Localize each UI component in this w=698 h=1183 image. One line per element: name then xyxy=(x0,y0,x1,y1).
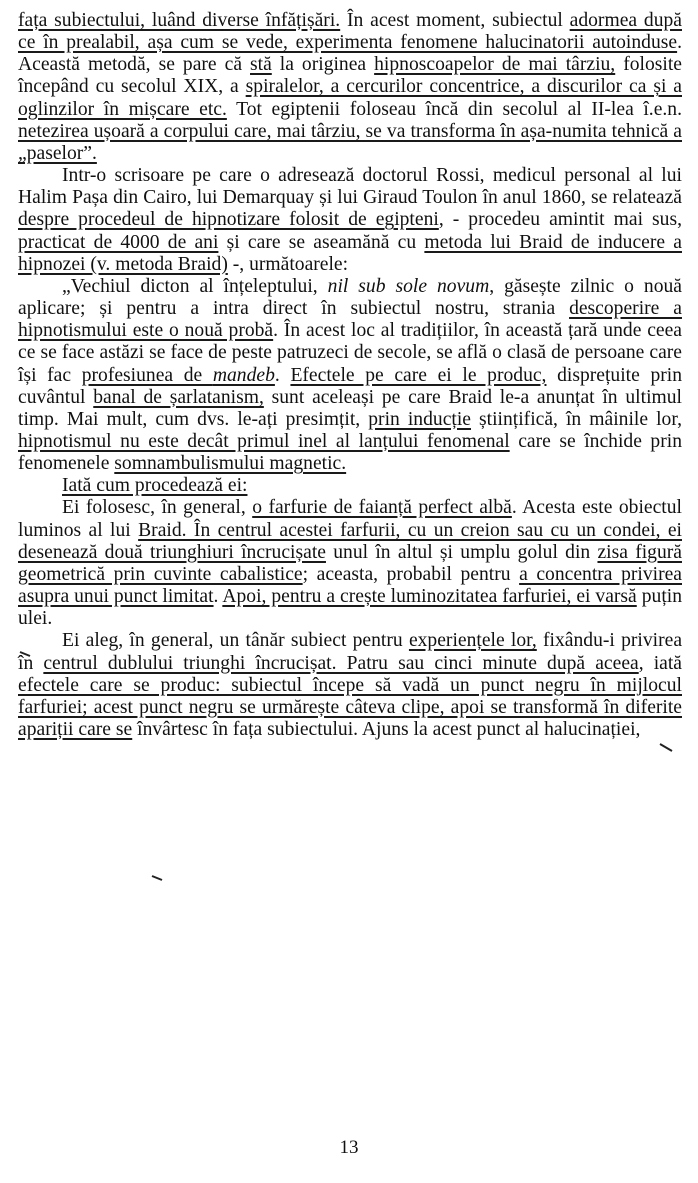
underlined-phrase: descoperire a hipnotismului este o nouă probă xyxy=(18,298,682,342)
underlined-phrase: Iată cum procedează ei: xyxy=(62,475,248,497)
paragraph xyxy=(18,276,682,475)
underlined-phrase: somnambulismului magnetic. xyxy=(114,453,347,475)
underlined-phrase: fața subiectului, luând diverse înfățișări. xyxy=(18,10,341,31)
text-run: folosite începând cu secolul XIX, a xyxy=(18,54,682,98)
paragraph xyxy=(18,165,682,276)
body-text xyxy=(18,10,682,741)
underlined-phrase: mandeb xyxy=(212,364,275,386)
text-run: -, următoarele: xyxy=(227,253,349,275)
underlined-phrase: metoda lui Braid de inducere a hipnozei (v. metoda Braid) xyxy=(18,231,682,275)
underlined-phrase: Apoi, pentru a crește luminozitatea farfuriei, ei varsă xyxy=(222,586,637,608)
text-run: sunt aceleași pe care Braid le-a anunțat în ultimul timp. Mai mult, cum dvs. le-ați presimțit, xyxy=(18,386,682,430)
paragraph xyxy=(18,497,682,630)
underlined-phrase: efectele care se produc: subiectul începe să vadă un punct negru în mijlocul farfuriei; acest punct negru se urmărește câteva clipe, apoi se transformă în diferite apariții care se xyxy=(18,674,682,740)
text-run: . xyxy=(274,364,291,386)
text-run: unul în altul și umplu golul din xyxy=(325,541,598,563)
text-run: Intr-o scrisoare pe care o adresează doctorul Rossi, medicul personal al lui Halim Pașa din Cairo, lui Demarquay și lui Giraud Toulon în anul 1860, se relatează xyxy=(18,165,682,209)
text-run: la originea xyxy=(271,54,375,76)
underlined-phrase: centrul dublului triunghi încrucișat. Patru sau cinci minute după aceea xyxy=(43,652,639,674)
text-run: „Vechiul dicton al înțeleptului, xyxy=(62,275,328,297)
underlined-phrase: Efectele pe care ei le produc, xyxy=(290,364,547,386)
underlined-phrase: profesiunea de xyxy=(81,364,213,386)
text-run: , - procedeu amintit mai sus, xyxy=(438,209,682,231)
text-run: În acest moment, subiectul xyxy=(340,10,570,31)
underlined-phrase: Braid. În centrul acestei farfurii, cu un creion sau cu un condei, ei desenează două triunghiuri încrucișate xyxy=(18,519,682,563)
underlined-phrase: experiențele lor, xyxy=(408,630,537,652)
text-run: , iată xyxy=(638,652,683,674)
underlined-phrase: banal de șarlatanism, xyxy=(93,386,264,408)
underlined-phrase: a concentra privirea asupra unui punct limitat xyxy=(18,563,682,608)
pen-tick-mark xyxy=(152,876,162,880)
paragraph xyxy=(18,475,682,497)
underlined-phrase: despre procedeul de hipnotizare folosit de egipteni xyxy=(18,209,439,231)
text-run: ; aceasta, probabil pentru xyxy=(302,563,520,585)
paragraph xyxy=(18,10,682,165)
text-run: disprețuite prin cuvântul xyxy=(18,364,683,408)
underlined-phrase: o farfurie de faianță perfect albă xyxy=(252,497,512,519)
text-run: fixându-i privirea în xyxy=(18,630,683,674)
text-run: nil sub sole novum xyxy=(327,275,490,297)
underlined-phrase: hipnoscoapelor de mai târziu, xyxy=(374,54,616,76)
text-run: , găsește zilnic o nouă aplicare; și pentru a intra direct în subiectul nostru, strania xyxy=(18,275,682,320)
text-run: științifică, în mâinile lor, xyxy=(470,408,682,430)
text-run: Ei aleg, în general, un tânăr subiect pentru xyxy=(62,630,409,652)
underlined-phrase: stă xyxy=(250,54,272,76)
underlined-phrase: zisa figură geometrică prin cuvinte cabalistice xyxy=(18,541,682,585)
text-run: . În acest loc al tradițiilor, în această țară unde ceea ce se face astăzi se face de peste patruzeci de secole, se află o clasă de persoane care își fac xyxy=(18,320,683,386)
underlined-phrase: netezirea ușoară a corpului care, mai târziu, se va transforma în așa-numita tehnică a „paselor”. xyxy=(18,120,682,164)
underlined-phrase: practicat de 4000 de ani xyxy=(18,231,219,253)
text-run: . xyxy=(213,586,223,608)
underlined-phrase: spiralelor, a cercurilor concentrice, a discurilor ca și a oglinzilor în mișcare etc. xyxy=(18,76,682,120)
page-number: 13 xyxy=(339,1137,359,1158)
pen-tick-mark xyxy=(660,744,672,751)
text-run: Tot egiptenii foloseau încă din secolul al II-lea î.e.n. xyxy=(226,98,682,120)
text-run: puțin ulei. xyxy=(18,586,683,630)
text-run: care se închide prin fenomenele xyxy=(18,430,682,475)
paragraph xyxy=(18,630,682,741)
text-run: . Această metodă, se pare că xyxy=(18,32,682,76)
underlined-phrase: hipnotismul nu este decât primul inel al lanțului fenomenal xyxy=(18,430,510,452)
text-run: învârtesc în fața subiectului. Ajuns la acest punct al halucinației, xyxy=(132,719,641,740)
underlined-phrase: prin inducție xyxy=(368,408,471,430)
text-run: Ei folosesc, în general, xyxy=(62,497,253,519)
text-run: . Acesta este obiectul luminos al lui xyxy=(18,497,682,541)
underlined-phrase: adormea după ce în prealabil, așa cum se vede, experimenta fenomene halucinatorii autoinduse xyxy=(18,10,682,54)
text-run: și care se aseamănă cu xyxy=(218,231,425,253)
